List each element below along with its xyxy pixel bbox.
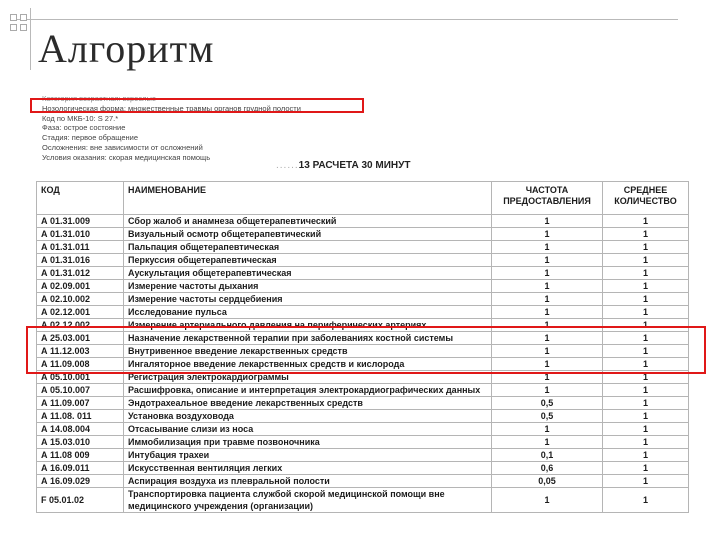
cell-code: F 05.01.02 <box>37 488 124 513</box>
cell-average: 1 <box>603 254 689 267</box>
cell-code: А 02.09.001 <box>37 280 124 293</box>
cell-name: Пальпация общетерапевтическая <box>124 241 492 254</box>
cell-frequency: 1 <box>492 345 603 358</box>
cell-code: А 01.31.009 <box>37 215 124 228</box>
table-row <box>37 306 689 319</box>
cell-name: Эндотрахеальное введение лекарственных средств <box>124 397 492 410</box>
header-name: НАИМЕНОВАНИЕ <box>124 182 492 215</box>
cell-average: 1 <box>603 228 689 241</box>
meta-line: Категория возрастная: взрослые <box>42 94 157 103</box>
header-frequency: ЧАСТОТА ПРЕДОСТАВЛЕНИЯ <box>492 182 603 215</box>
table-row <box>37 410 689 423</box>
cell-name: Транспортировка пациента службой скорой медицинской помощи вне медицинского учреждения (организации) <box>124 488 492 513</box>
cell-code: А 01.31.010 <box>37 228 124 241</box>
meta-line: Условия оказания: скорая медицинская помощь <box>42 152 211 162</box>
cell-frequency: 0,05 <box>492 475 603 488</box>
cell-code: А 11.09.007 <box>37 397 124 410</box>
cell-name: Измерение частоты дыхания <box>124 280 492 293</box>
cell-average: 1 <box>603 436 689 449</box>
table-row <box>37 228 689 241</box>
cell-average: 1 <box>603 449 689 462</box>
cell-frequency: 1 <box>492 267 603 280</box>
table-row <box>37 397 689 410</box>
cell-code: А 11.09.008 <box>37 358 124 371</box>
cell-code: А 16.09.011 <box>37 462 124 475</box>
cell-frequency: 1 <box>492 215 603 228</box>
cell-code: А 11.08. 011 <box>37 410 124 423</box>
cell-code: А 02.10.002 <box>37 293 124 306</box>
cell-code: А 11.08 009 <box>37 449 124 462</box>
cell-frequency: 1 <box>492 280 603 293</box>
cell-name: Иммобилизация при травме позвоночника <box>124 436 492 449</box>
calculation-label <box>276 160 410 171</box>
cell-average: 1 <box>603 397 689 410</box>
table-row <box>37 475 689 488</box>
cell-average: 1 <box>603 280 689 293</box>
meta-line: Осложнения: вне зависимости от осложнений <box>42 142 203 152</box>
table-row <box>37 280 689 293</box>
cell-name: Перкуссия общетерапевтическая <box>124 254 492 267</box>
cell-code: А 05.10.001 <box>37 371 124 384</box>
table-row <box>37 293 689 306</box>
cell-frequency: 1 <box>492 436 603 449</box>
cell-average: 1 <box>603 345 689 358</box>
meta-line: Код по МКБ-10: S 27.* <box>42 113 119 123</box>
meta-line: Фаза: острое состояние <box>42 123 126 133</box>
cell-average: 1 <box>603 410 689 423</box>
cell-name: Исследование пульса <box>124 306 492 319</box>
decorative-top-rule <box>14 19 678 20</box>
cell-average: 1 <box>603 241 689 254</box>
cell-frequency: 1 <box>492 228 603 241</box>
header-code: КОД <box>37 182 124 215</box>
table-row <box>37 436 689 449</box>
cell-code: А 01.31.012 <box>37 267 124 280</box>
calc-text: 13 РАСЧЕТА 30 МИНУТ <box>298 160 411 171</box>
cell-name: Внутривенное введение лекарственных средств <box>124 345 492 358</box>
meta-line: Стадия: первое обращение <box>42 133 139 143</box>
cell-name: Измерение артериального давления на периферических артериях <box>124 319 492 332</box>
cell-frequency: 1 <box>492 384 603 397</box>
cell-frequency: 0,5 <box>492 410 603 423</box>
cell-code: А 01.31.011 <box>37 241 124 254</box>
cell-frequency: 1 <box>492 358 603 371</box>
table-row <box>37 462 689 475</box>
cell-name: Аспирация воздуха из плевральной полости <box>124 475 492 488</box>
table-header-row <box>37 182 689 215</box>
cell-frequency: 1 <box>492 254 603 267</box>
cell-name: Аускультация общетерапевтическая <box>124 267 492 280</box>
cell-code: А 11.12.003 <box>37 345 124 358</box>
decorative-square <box>20 14 27 21</box>
table-row <box>37 241 689 254</box>
cell-frequency: 0,5 <box>492 397 603 410</box>
cell-name: Ингаляторное введение лекарственных средств и кислорода <box>124 358 492 371</box>
table-row <box>37 254 689 267</box>
cell-name: Интубация трахеи <box>124 449 492 462</box>
cell-average: 1 <box>603 358 689 371</box>
cell-code: А 16.09.029 <box>37 475 124 488</box>
cell-frequency: 1 <box>492 241 603 254</box>
cell-code: А 25.03.001 <box>37 332 124 345</box>
cell-average: 1 <box>603 462 689 475</box>
header-average: СРЕДНЕЕ КОЛИЧЕСТВО <box>603 182 689 215</box>
table-row <box>37 488 689 513</box>
cell-average: 1 <box>603 306 689 319</box>
cell-frequency: 1 <box>492 423 603 436</box>
cell-average: 1 <box>603 371 689 384</box>
cell-name: Назначение лекарственной терапии при заболеваниях костной системы <box>124 332 492 345</box>
cell-name: Отсасывание слизи из носа <box>124 423 492 436</box>
decorative-square <box>10 14 17 21</box>
cell-name: Визуальный осмотр общетерапевтический <box>124 228 492 241</box>
highlight-box-diagnosis <box>30 98 364 113</box>
table-row <box>37 267 689 280</box>
cell-average: 1 <box>603 384 689 397</box>
meta-line: Нозологическая форма: множественные травмы органов грудной полости <box>42 103 301 113</box>
cell-average: 1 <box>603 332 689 345</box>
cell-average: 1 <box>603 488 689 513</box>
decorative-left-rule <box>30 8 31 70</box>
cell-name: Установка воздуховода <box>124 410 492 423</box>
cell-code: А 14.08.004 <box>37 423 124 436</box>
cell-average: 1 <box>603 423 689 436</box>
scanned-document <box>36 92 688 511</box>
cell-code: А 01.31.016 <box>37 254 124 267</box>
cell-code: А 15.03.010 <box>37 436 124 449</box>
decorative-square <box>20 24 27 31</box>
slide-title: Алгоритм <box>38 26 215 71</box>
calc-prefix: ...... <box>276 160 299 171</box>
cell-average: 1 <box>603 293 689 306</box>
cell-name: Регистрация электрокардиограммы <box>124 371 492 384</box>
cell-name: Расшифровка, описание и интерпретация электрокардиографических данных <box>124 384 492 397</box>
table-row <box>37 423 689 436</box>
cell-average: 1 <box>603 267 689 280</box>
cell-frequency: 0,6 <box>492 462 603 475</box>
cell-frequency: 1 <box>492 488 603 513</box>
cell-frequency: 1 <box>492 371 603 384</box>
decorative-square <box>10 24 17 31</box>
cell-name: Измерение частоты сердцебиения <box>124 293 492 306</box>
cell-name: Сбор жалоб и анамнеза общетерапевтический <box>124 215 492 228</box>
table-row <box>37 384 689 397</box>
cell-frequency: 1 <box>492 306 603 319</box>
cell-frequency: 0,1 <box>492 449 603 462</box>
cell-name: Искусственная вентиляция легких <box>124 462 492 475</box>
table-row <box>37 449 689 462</box>
table-row <box>37 215 689 228</box>
cell-code: А 02.12.001 <box>37 306 124 319</box>
cell-average: 1 <box>603 215 689 228</box>
highlight-box-rows <box>26 326 706 374</box>
cell-code: А 02.12.002 <box>37 319 124 332</box>
cell-code: А 05.10.007 <box>37 384 124 397</box>
cell-frequency: 1 <box>492 319 603 332</box>
cell-average: 1 <box>603 475 689 488</box>
cell-frequency: 1 <box>492 293 603 306</box>
cell-frequency: 1 <box>492 332 603 345</box>
cell-average: 1 <box>603 319 689 332</box>
